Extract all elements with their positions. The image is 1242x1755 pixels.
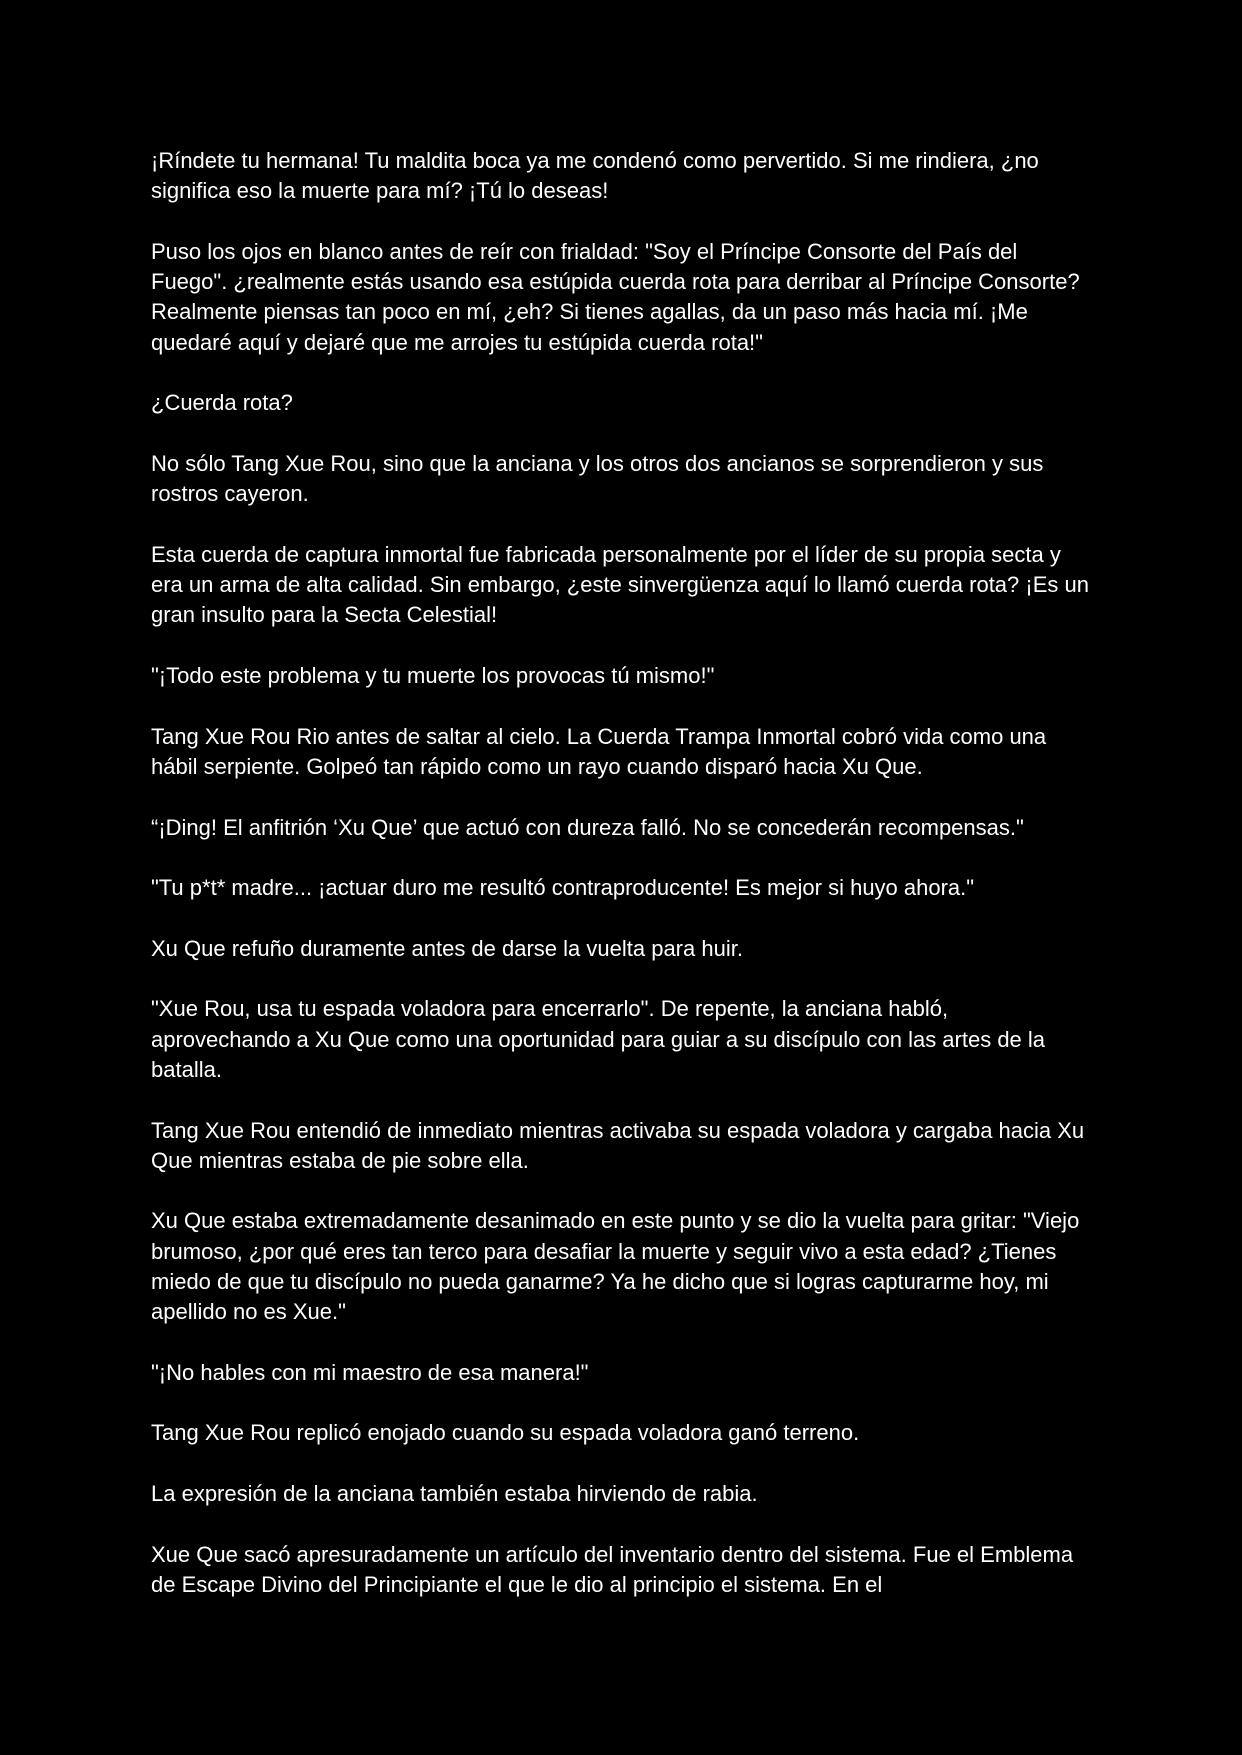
paragraph-11: "Xue Rou, usa tu espada voladora para encerrarlo". De repente, la anciana habló, aprovechando a Xu Que como una oportunidad para guiar a su discípulo con las artes de la batalla. xyxy=(151,996,1046,1082)
paragraph-6: "¡Todo este problema y tu muerte los provocas tú mismo!" xyxy=(151,663,715,689)
paragraph-10: Xu Que refuño duramente antes de darse la vuelta para huir. xyxy=(151,935,743,961)
paragraph-5: Esta cuerda de captura inmortal fue fabricada personalmente por el líder de su propia secta y era un arma de alta calidad. Sin embargo, ¿este sinvergüenza aquí lo llamó cuerda rota? ¡Es un gran insulto para la Secta Celestial! xyxy=(151,541,1089,628)
paragraph-4: No sólo Tang Xue Rou, sino que la anciana y los otros dos ancianos se sorprendieron y sus rostros cayeron. xyxy=(151,450,1044,507)
paragraph-17: Xue Que sacó apresuradamente un artículo del inventario dentro del sistema. Fue el Emblema de Escape Divino del Principiante el que le dio al principio el sistema. En el xyxy=(151,1541,1074,1597)
paragraph-13: Xu Que estaba extremadamente desanimado en este punto y se dio la vuelta para gritar: "Viejo brumoso, ¿por qué eres tan terco para desafiar la muerte y seguir vivo a esta edad? ¿Tienes miedo de que tu discípulo no pueda ganarme? Ya he dicho que si logras capturarme hoy, mi apellido no es Xue." xyxy=(151,1208,1080,1325)
paragraph-9: "Tu p*t* madre... ¡actuar duro me resultó contraproducente! Es mejor si huyo ahora." xyxy=(151,875,975,901)
paragraph-3: ¿Cuerda rota? xyxy=(151,390,293,416)
paragraph-1: ¡Ríndete tu hermana! Tu maldita boca ya me condenó como pervertido. Si me rindiera, ¿no significa eso la muerte para mí? ¡Tú lo deseas! xyxy=(151,148,1039,204)
document-page xyxy=(151,146,1091,1631)
paragraph-16: La expresión de la anciana también estaba hirviendo de rabia. xyxy=(151,1481,758,1507)
paragraph-15: Tang Xue Rou replicó enojado cuando su espada voladora ganó terreno. xyxy=(151,1420,860,1446)
paragraph-2: Puso los ojos en blanco antes de reír con frialdad: "Soy el Príncipe Consorte del País del Fuego". ¿realmente estás usando esa estúpida cuerda rota para derribar al Príncipe Consorte? Realmente piensas tan poco en mí, ¿eh? Si tienes agallas, da un paso más hacia mí. ¡Me quedaré aquí y dejaré que me arrojes tu estúpida cuerda rota!" xyxy=(151,238,1080,355)
paragraph-14: "¡No hables con mi maestro de esa manera!" xyxy=(151,1359,589,1385)
paragraph-8: “¡Ding! El anfitrión ‘Xu Que’ que actuó con dureza falló. No se concederán recompensas." xyxy=(151,814,1024,840)
paragraph-12: Tang Xue Rou entendió de inmediato mientras activaba su espada voladora y cargaba hacia Xu Que mientras estaba de pie sobre ella. xyxy=(151,1117,1085,1173)
paragraph-7: Tang Xue Rou Rio antes de saltar al cielo. La Cuerda Trampa Inmortal cobró vida como una hábil serpiente. Golpeó tan rápido como un rayo cuando disparó hacia Xu Que. xyxy=(151,723,1047,779)
